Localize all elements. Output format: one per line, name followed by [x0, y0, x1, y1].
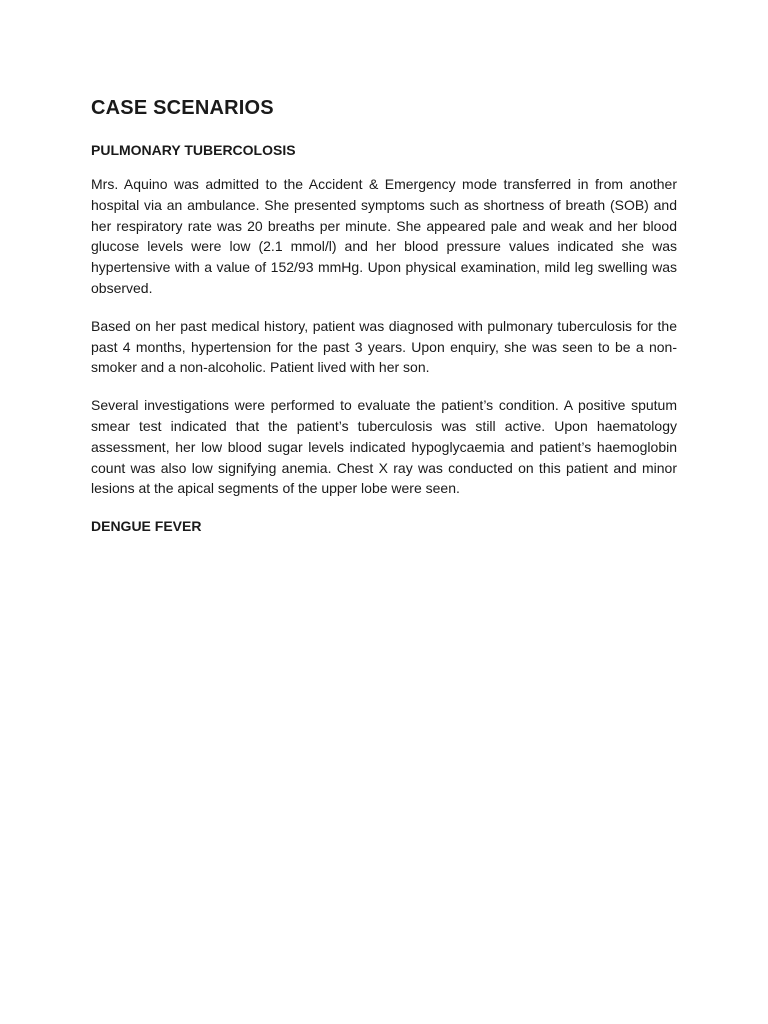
section-dengue-fever: [91, 516, 677, 536]
paragraph: Several investigations were performed to evaluate the patient’s condition. A positive sputum smear test indicated that the patient’s tuberculosis was still active. Upon haematology assessment, her low blood sugar levels indicated hypoglycaemia and patient’s haemoglobin count was also low signifying anemia. Chest X ray was conducted on this patient and minor lesions at the apical segments of the upper lobe were seen.: [91, 397, 677, 497]
section-pulmonary-tuberculosis: [91, 140, 677, 499]
paragraph: Based on her past medical history, patient was diagnosed with pulmonary tuberculosis for the past 4 months, hypertension for the past 3 years. Upon enquiry, she was seen to be a non-smoker and a non-alcoholic. Patient lived with her son.: [91, 317, 677, 376]
section-heading: DENGUE FEVER: [91, 518, 202, 535]
document-page: [91, 94, 677, 550]
paragraph: Mrs. Aquino was admitted to the Accident & Emergency mode transferred in from another hospital via an ambulance. She presented symptoms such as shortness of breath (SOB) and her respiratory rate was 20 breaths per minute. She appeared pale and weak and her blood glucose levels were low (2.1 mmol/l) and her blood pressure values indicated she was hypertensive with a value of 152/93 mmHg. Upon physical examination, mild leg swelling was observed.: [91, 176, 677, 296]
document-title: CASE SCENARIOS: [91, 97, 274, 119]
section-heading: PULMONARY TUBERCOLOSIS: [91, 142, 296, 158]
